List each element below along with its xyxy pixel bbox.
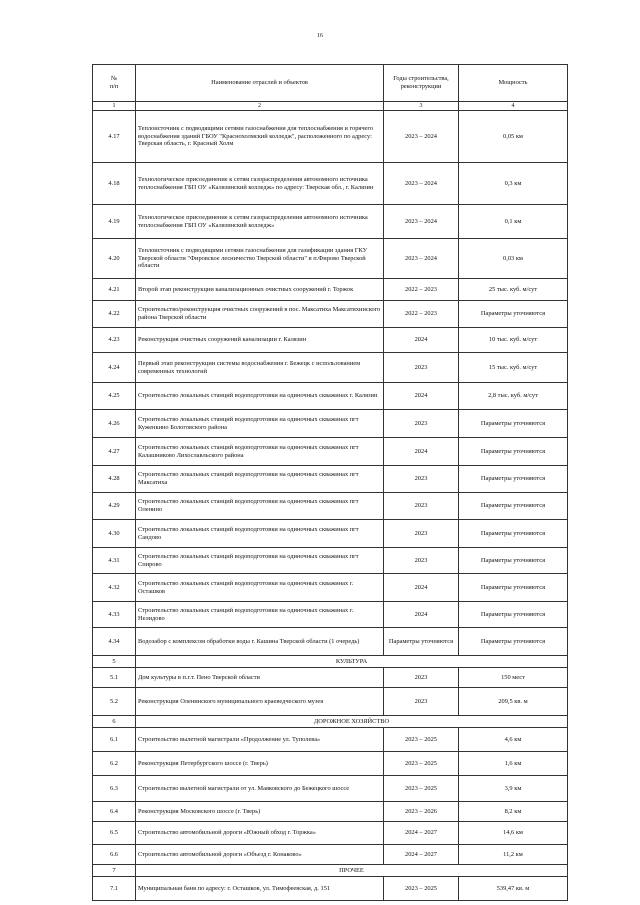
capacity: 209,5 кв. м [459, 688, 568, 716]
table-row [93, 111, 568, 163]
object-name: Технологическое присоединение к сетям газораспределения автономного источника теплоснабжения ГБП ОУ «Калязинский колледж» [136, 205, 384, 239]
object-name: Реконструкция Петербургского шоссе (г. Тверь) [136, 752, 384, 776]
object-name: Реконструкция очистных сооружений канализации г. Калязин [136, 328, 384, 353]
table-row [93, 752, 568, 776]
construction-years: 2023 [384, 353, 459, 383]
row-number: 4.18 [93, 163, 136, 205]
section-number: 7 [93, 865, 136, 877]
row-number: 4.26 [93, 410, 136, 438]
object-name: Строительство локальных станций водоподготовки на одиночных скважинах пгт Сандово [136, 520, 384, 548]
construction-years: 2023 – 2025 [384, 752, 459, 776]
column-index: 1 [93, 102, 136, 111]
page-number: 16 [317, 33, 323, 39]
section-row [93, 716, 568, 728]
capacity: Параметры уточняются [459, 574, 568, 602]
objects-table [92, 64, 568, 901]
capacity: 0,03 км [459, 239, 568, 279]
table-row [93, 802, 568, 822]
capacity: 14,6 км [459, 822, 568, 845]
capacity: 4,6 км [459, 728, 568, 752]
row-number: 6.4 [93, 802, 136, 822]
row-number: 7.1 [93, 877, 136, 901]
row-number: 4.33 [93, 602, 136, 628]
construction-years: 2023 – 2025 [384, 877, 459, 901]
capacity: 25 тыс. куб. м/сут [459, 279, 568, 301]
section-title: ДОРОЖНОЕ ХОЗЯЙСТВО [136, 716, 568, 728]
table-row [93, 493, 568, 520]
object-name: Строительство автомобильной дороги «Объезд г. Конаково» [136, 845, 384, 865]
capacity: Параметры уточняются [459, 493, 568, 520]
row-number: 6.1 [93, 728, 136, 752]
row-number: 4.20 [93, 239, 136, 279]
table-row [93, 353, 568, 383]
construction-years: 2023 – 2025 [384, 776, 459, 802]
header-years: Годы строительства, реконструкции [384, 65, 459, 102]
column-index: 4 [459, 102, 568, 111]
capacity: 0,3 км [459, 163, 568, 205]
construction-years: 2022 – 2023 [384, 279, 459, 301]
capacity: Параметры уточняются [459, 410, 568, 438]
capacity: Параметры уточняются [459, 548, 568, 574]
construction-years: 2023 – 2024 [384, 111, 459, 163]
object-name: Технологическое присоединение к сетям газораспределения автономного источника теплоснабжения ГБП ОУ «Калязинский колледж» по адресу: Тверская обл., г. Калязин [136, 163, 384, 205]
section-number: 6 [93, 716, 136, 728]
object-name: Муниципальная баня по адресу: г. Осташков, ул. Тимофеевская, д. 151 [136, 877, 384, 901]
table-row [93, 845, 568, 865]
object-name: Второй этап реконструкции канализационных очистных сооружений г. Торжок [136, 279, 384, 301]
row-number: 6.5 [93, 822, 136, 845]
table-row [93, 205, 568, 239]
row-number: 4.32 [93, 574, 136, 602]
object-name: Дом культуры в п.г.т. Пено Тверской области [136, 668, 384, 688]
table-header-row [93, 65, 568, 102]
object-name: Строительство локальных станций водоподготовки на одиночных скважинах пгт Максатиха [136, 466, 384, 493]
object-name: Реконструкция Оленинского муниципального краеведческого музея [136, 688, 384, 716]
section-number: 5 [93, 656, 136, 668]
row-number: 4.29 [93, 493, 136, 520]
object-name: Строительство/реконструкция очистных сооружений в пос. Максатиха Максатихинского района Тверской области [136, 301, 384, 328]
construction-years: 2023 [384, 668, 459, 688]
capacity: Параметры уточняются [459, 628, 568, 656]
row-number: 6.3 [93, 776, 136, 802]
object-name: Строительство локальных станций водоподготовки на одиночных скважинах пгт Оленино [136, 493, 384, 520]
object-name: Строительство локальных станций водоподготовки на одиночных скважинах г. Нелидово [136, 602, 384, 628]
construction-years: 2023 [384, 520, 459, 548]
column-index: 3 [384, 102, 459, 111]
capacity: Параметры уточняются [459, 466, 568, 493]
table-row [93, 383, 568, 410]
object-name: Первый этап реконструкции системы водоснабжения г. Бежецк с использованием современных технологий [136, 353, 384, 383]
object-name: Строительство локальных станций водоподготовки на одиночных скважинах г. Калязин [136, 383, 384, 410]
row-number: 6.6 [93, 845, 136, 865]
table-row [93, 574, 568, 602]
row-number: 4.23 [93, 328, 136, 353]
row-number: 5.1 [93, 668, 136, 688]
construction-years: 2024 [384, 328, 459, 353]
capacity: 3,9 км [459, 776, 568, 802]
construction-years: 2023 [384, 493, 459, 520]
header-power: Мощность [459, 65, 568, 102]
capacity: 8,2 км [459, 802, 568, 822]
object-name: Строительство вылетной магистрали «Продолжение ул. Туполева» [136, 728, 384, 752]
row-number: 4.21 [93, 279, 136, 301]
capacity: 0,05 км [459, 111, 568, 163]
section-row [93, 656, 568, 668]
row-number: 4.19 [93, 205, 136, 239]
table-row [93, 163, 568, 205]
object-name: Строительство локальных станций водоподготовки на одиночных скважинах пгт Спирово [136, 548, 384, 574]
capacity: 2,8 тыс. куб. м/сут [459, 383, 568, 410]
section-title: ПРОЧЕЕ [136, 865, 568, 877]
capacity: 0,1 км [459, 205, 568, 239]
table-row [93, 410, 568, 438]
table-row [93, 328, 568, 353]
row-number: 4.25 [93, 383, 136, 410]
capacity: Параметры уточняются [459, 301, 568, 328]
column-index: 2 [136, 102, 384, 111]
object-name: Теплоисточник с подводящими сетями газоснабжения для теплоснабжения и горячего водоснабжения зданий ГБОУ "Краснохолмский колледж", расположенного по адресу: Тверская область, г. Красный Холм [136, 111, 384, 163]
table-row [93, 776, 568, 802]
table-row [93, 728, 568, 752]
object-name: Водозабор с комплексом обработки воды г. Кашина Тверской области (1 очередь) [136, 628, 384, 656]
construction-years: 2024 – 2027 [384, 822, 459, 845]
capacity: Параметры уточняются [459, 520, 568, 548]
construction-years: 2023 [384, 688, 459, 716]
row-number: 6.2 [93, 752, 136, 776]
construction-years: 2024 [384, 438, 459, 466]
object-name: Строительство локальных станций водоподготовки на одиночных скважинах пгт Куженкино Бологовского района [136, 410, 384, 438]
section-title: КУЛЬТУРА [136, 656, 568, 668]
construction-years: 2024 [384, 574, 459, 602]
row-number: 4.30 [93, 520, 136, 548]
table-row [93, 822, 568, 845]
construction-years: 2023 – 2026 [384, 802, 459, 822]
capacity: 11,2 км [459, 845, 568, 865]
object-name: Реконструкция Московского шоссе (г. Тверь) [136, 802, 384, 822]
construction-years: 2024 [384, 602, 459, 628]
row-number: 4.31 [93, 548, 136, 574]
object-name: Теплоисточник с подводящими сетями газоснабжения для газификации здания ГКУ Тверской области "Фировское лесничество Тверской области" в п.Фирово Тверской области [136, 239, 384, 279]
table-row [93, 688, 568, 716]
construction-years: 2023 – 2024 [384, 163, 459, 205]
table-row [93, 602, 568, 628]
row-number: 5.2 [93, 688, 136, 716]
row-number: 4.28 [93, 466, 136, 493]
column-index-row [93, 102, 568, 111]
capacity: Параметры уточняются [459, 438, 568, 466]
construction-years: 2023 – 2024 [384, 205, 459, 239]
table-row [93, 279, 568, 301]
capacity: 539,47 кв. м [459, 877, 568, 901]
construction-years: 2023 [384, 410, 459, 438]
object-name: Строительство вылетной магистрали от ул. Маяковского до Бежецкого шоссе [136, 776, 384, 802]
construction-years: 2022 – 2023 [384, 301, 459, 328]
section-row [93, 865, 568, 877]
capacity: 10 тыс. куб. м/сут [459, 328, 568, 353]
construction-years: 2024 – 2027 [384, 845, 459, 865]
construction-years: 2023 [384, 548, 459, 574]
capacity: Параметры уточняются [459, 602, 568, 628]
header-name: Наименование отраслей и объектов [136, 65, 384, 102]
construction-years: 2023 – 2024 [384, 239, 459, 279]
capacity: 15 тыс. куб. м/сут [459, 353, 568, 383]
construction-years: 2024 [384, 383, 459, 410]
object-name: Строительство автомобильной дороги «Южный обход г. Торжка» [136, 822, 384, 845]
construction-years: 2023 – 2025 [384, 728, 459, 752]
table-row [93, 877, 568, 901]
row-number: 4.34 [93, 628, 136, 656]
object-name: Строительство локальных станций водоподготовки на одиночных скважинах пгт Калашниково Лихославльского района [136, 438, 384, 466]
table-row [93, 548, 568, 574]
table-row [93, 239, 568, 279]
row-number: 4.24 [93, 353, 136, 383]
construction-years: Параметры уточняются [384, 628, 459, 656]
construction-years: 2023 [384, 466, 459, 493]
table-row [93, 466, 568, 493]
table-row [93, 520, 568, 548]
capacity: 1,6 км [459, 752, 568, 776]
table-row [93, 301, 568, 328]
row-number: 4.27 [93, 438, 136, 466]
object-name: Строительство локальных станций водоподготовки на одиночных скважинах г. Осташков [136, 574, 384, 602]
header-num: № п/п [93, 65, 136, 102]
row-number: 4.22 [93, 301, 136, 328]
table-row [93, 628, 568, 656]
table-row [93, 438, 568, 466]
capacity: 150 мест [459, 668, 568, 688]
row-number: 4.17 [93, 111, 136, 163]
table-row [93, 668, 568, 688]
